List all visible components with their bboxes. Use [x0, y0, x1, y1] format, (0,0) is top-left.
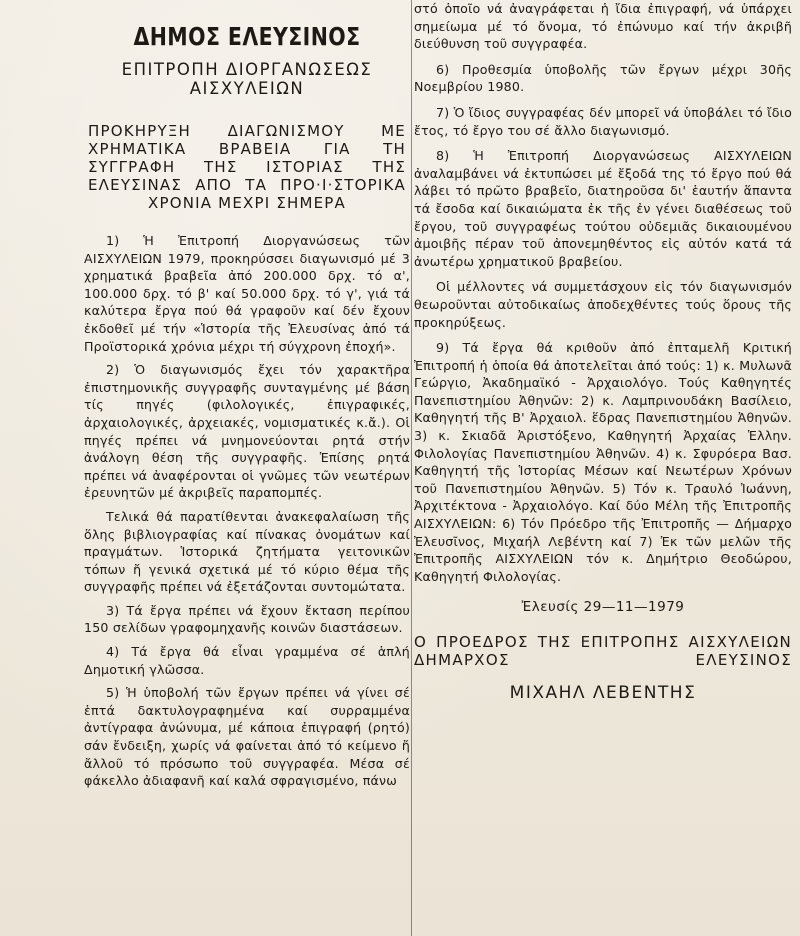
- signature-name: ΜΙΧΑΗΛ ΛΕΒΕΝΤΗΣ: [509, 683, 697, 704]
- dateline: Ἐλευσίς 29—11—1979: [521, 599, 685, 616]
- paragraph-5: 5) Ἡ ὑποβολή τῶν ἔργων πρέπει νά γίνει σέ ἑπτά δακτυλογραφημένα καί συρραμμένα ἀντίγραφα ἀνώνυμα, μέ κάποια ἐπιγραφή (ρητό) σάν ἔνδειξη, χωρίς νά φαίνεται ἀπό τό κείμενο ἤ ἄλλοῦ τό πρόσωπο τοῦ συγγραφέα. Μέσα σέ φάκελλο ἀδιαφανῆ καί καλά σφραγισμένο, πάνω: [84, 685, 410, 789]
- paragraph-6: 6) Προθεσμία ὑποβολῆς τῶν ἔργων μέχρι 30ῆς Νοεμβρίου 1980.: [414, 61, 792, 95]
- paragraph-3: 3) Τά ἔργα πρέπει νά ἔχουν ἔκταση περίπου 150 σελίδων γραφομηχανῆς κοινῶν διαστάσεων.: [84, 602, 410, 636]
- paragraph-2: 2) Ὁ διαγωνισμός ἔχει τόν χαρακτῆρα ἐπιστημονικῆς συγγραφῆς συνταγμένης μέ βάση τίς πηγές (φιλολογικές, ἐπιγραφικές, ἀρχαιολογικές, ἀρχειακές, νομισματικές κ.ἄ.). Οἱ πηγές πρέπει νά μνημονεύονται ρητά στήν ἀνάλογη θέση τῆς συγγραφῆς. Ἐπίσης ρητά πρέπει νά ἀναφέρονται οἱ γνῶμες τῶν νεωτέρων ἐρευνητῶν μέ ἀκριβεῖς παραπομπές.: [84, 362, 410, 501]
- paragraph-2-continued: Τελικά θά παρατίθενται ἀνακεφαλαίωση τῆς ὅλης βιβλιογραφίας καί πίνακας ὀνομάτων καί πραγμάτων. Ἱστορικά ζητήματα γειτονικῶν τόπων ἤ γενικά σχετικά μέ τό κύριο θέμα τῆς συγγραφῆς πρέπει νά ἐξετάζονται συντομώτατα.: [84, 508, 410, 595]
- paragraph-8-continued: Οἱ μέλλοντες νά συμμετάσχουν εἰς τόν διαγωνισμόν θεωροῦνται αὐτοδικαίως ἀποδεχθέντες τούς ὅρους τῆς προκηρύξεως.: [414, 279, 792, 330]
- paragraph-1: 1) Ἡ Ἐπιτροπή Διοργανώσεως τῶν ΑΙΣΧΥΛΕΙΩΝ 1979, προκηρύσσει διαγωνισμό μέ 3 χρηματικά βραβεῖα ἀπό 200.000 δρχ. τό α', 100.000 δρχ. τό β' καί 50.000 δρχ. τό γ', γιά τά καλύτερα ἔργα πού θά γραφοῦν καί δέν ἔχουν ἐκδοθεῖ μέ τήν «Ἱστορία τῆς Ἐλευσίνας ἀπό τά Προϊστορικά χρόνια μέχρι τή σύγχρονη ἐποχή».: [84, 233, 410, 354]
- signature-title: Ο ΠΡΟΕΔΡΟΣ ΤΗΣ ΕΠΙΤΡΟΠΗΣ ΑΙΣΧΥΛΕΙΩΝ ΔΗΜΑΡΧΟΣ ΕΛΕΥΣΙΝΟΣ: [414, 633, 792, 670]
- left-column: [84, 0, 410, 790]
- right-column: [414, 0, 792, 703]
- paragraph-9: 9) Τά ἔργα θά κριθοῦν ἀπό ἐπταμελῆ Κριτική Ἐπιτροπή ἡ ὁποία θά ἀποτελεῖται ἀπό τούς: 1) κ. Μυλωνᾶ Γεώργιο, Ἀκαδημαϊκό - Ἀρχαιολόγο. Τούς Καθηγητές Πανεπιστημίου Ἀθηνῶν: 2) κ. Λαμπρινουδάκη Βασίλειο, Καθηγητή τῆς Β' Ἀρχαιολ. ἕδρας Πανεπιστημίου Ἀθηνῶν. 3) κ. Σκιαδᾶ Ἀριστόξενο, Καθηγητή Ἀρχαίας Ἑλλην. Φιλολογίας Πανεπιστημίου Ἀθηνῶν. 4) κ. Σφυρόερα Βασ. Καθηγητή τῆς Ἱστορίας Μέσων καί Νεωτέρων Χρόνων τοῦ Πανεπιστημίου Ἀθηνῶν. 5) Τόν κ. Τραυλό Ἰωάννη, Ἀρχιτέκτονα - Ἀρχαιολόγο. Καί δύο Μέλη τῆς Ἐπιτροπῆς ΑΙΣΧΥΛΕΙΩΝ: 6) Τόν Πρόεδρο τῆς Ἐπιτροπῆς — Δήμαρχο Ἐλευσῖνος, Μιχαήλ Λεβέντη καί 7) Ἐκ τῶν μελῶν τῆς Ἐπιτροπῆς ΑΙΣΧΥΛΕΙΩΝ τόν κ. Δημήτριο Θεοδώρου, Καθηγητή Φιλολογίας.: [414, 340, 792, 584]
- paragraph-8: 8) Ἡ Ἐπιτροπή Διοργανώσεως ΑΙΣΧΥΛΕΙΩΝ ἀναλαμβάνει νά ἐκτυπώσει μέ ἔξοδά της τό ἔργο πού θά λάβει τό πρῶτο βραβεῖο, διατηροῦσα δι' ἑαυτήν ἅπαντα τά ἔσοδα καί δικαιώματα ἐκ τῆς ἐν γένει διαθέσεως τοῦ ἔργου, τοῦ συγγραφέως τούτου οὐδεμιᾶς δικαιουμένου ἀμοιβῆς πέραν τοῦ ἀπονεμηθέντος εἰς αὐτόν κατά τά ἀνωτέρω χρηματικοῦ βραβείου.: [414, 148, 792, 269]
- column-divider: [411, 0, 412, 936]
- paragraph-4: 4) Τά ἔργα θά εἶναι γραμμένα σέ ἁπλή Δημοτική γλῶσσα.: [84, 644, 410, 677]
- announcement-heading: ΠΡΟΚΗΡΥΞΗ ΔΙΑΓΩΝΙΣΜΟΥ ΜΕ ΧΡΗΜΑΤΙΚΑ ΒΡΑΒΕΙΑ ΓΙΑ ΤΗ ΣΥΓΓΡΑΦΗ ΤΗΣ ΙΣΤΟΡΙΑΣ ΤΗΣ ΕΛΕΥΣΙΝΑΣ ΑΠΟ ΤΑ ΠΡΟ·Ι·ΣΤΟΡΙΚΑ ΧΡΟΝΙΑ ΜΕΧΡΙ ΣΗΜΕΡΑ: [88, 122, 406, 212]
- paragraph-5-continued: στό ὁποῖο νά ἀναγράφεται ἡ ἴδια ἐπιγραφή, νά ὑπάρχει σημείωμα μέ τό ὄνομα, τό ἐπώνυμο καί τήν ἀκριβῆ διεύθυνση τοῦ συγγραφέα.: [414, 1, 792, 52]
- paragraph-7: 7) Ὁ ἴδιος συγγραφέας δέν μπορεῖ νά ὑποβάλει τό ἴδιο ἔτος, τό ἔργο του σέ ἄλλο διαγωνισμό.: [414, 104, 792, 138]
- committee-subtitle: ΕΠΙΤΡΟΠΗ ΔΙΟΡΓΑΝΩΣΕΩΣ ΑΙΣΧΥΛΕΙΩΝ: [121, 60, 373, 98]
- page-title: ΔΗΜΟΣ ΕΛΕΥΣΙΝΟΣ: [133, 22, 361, 51]
